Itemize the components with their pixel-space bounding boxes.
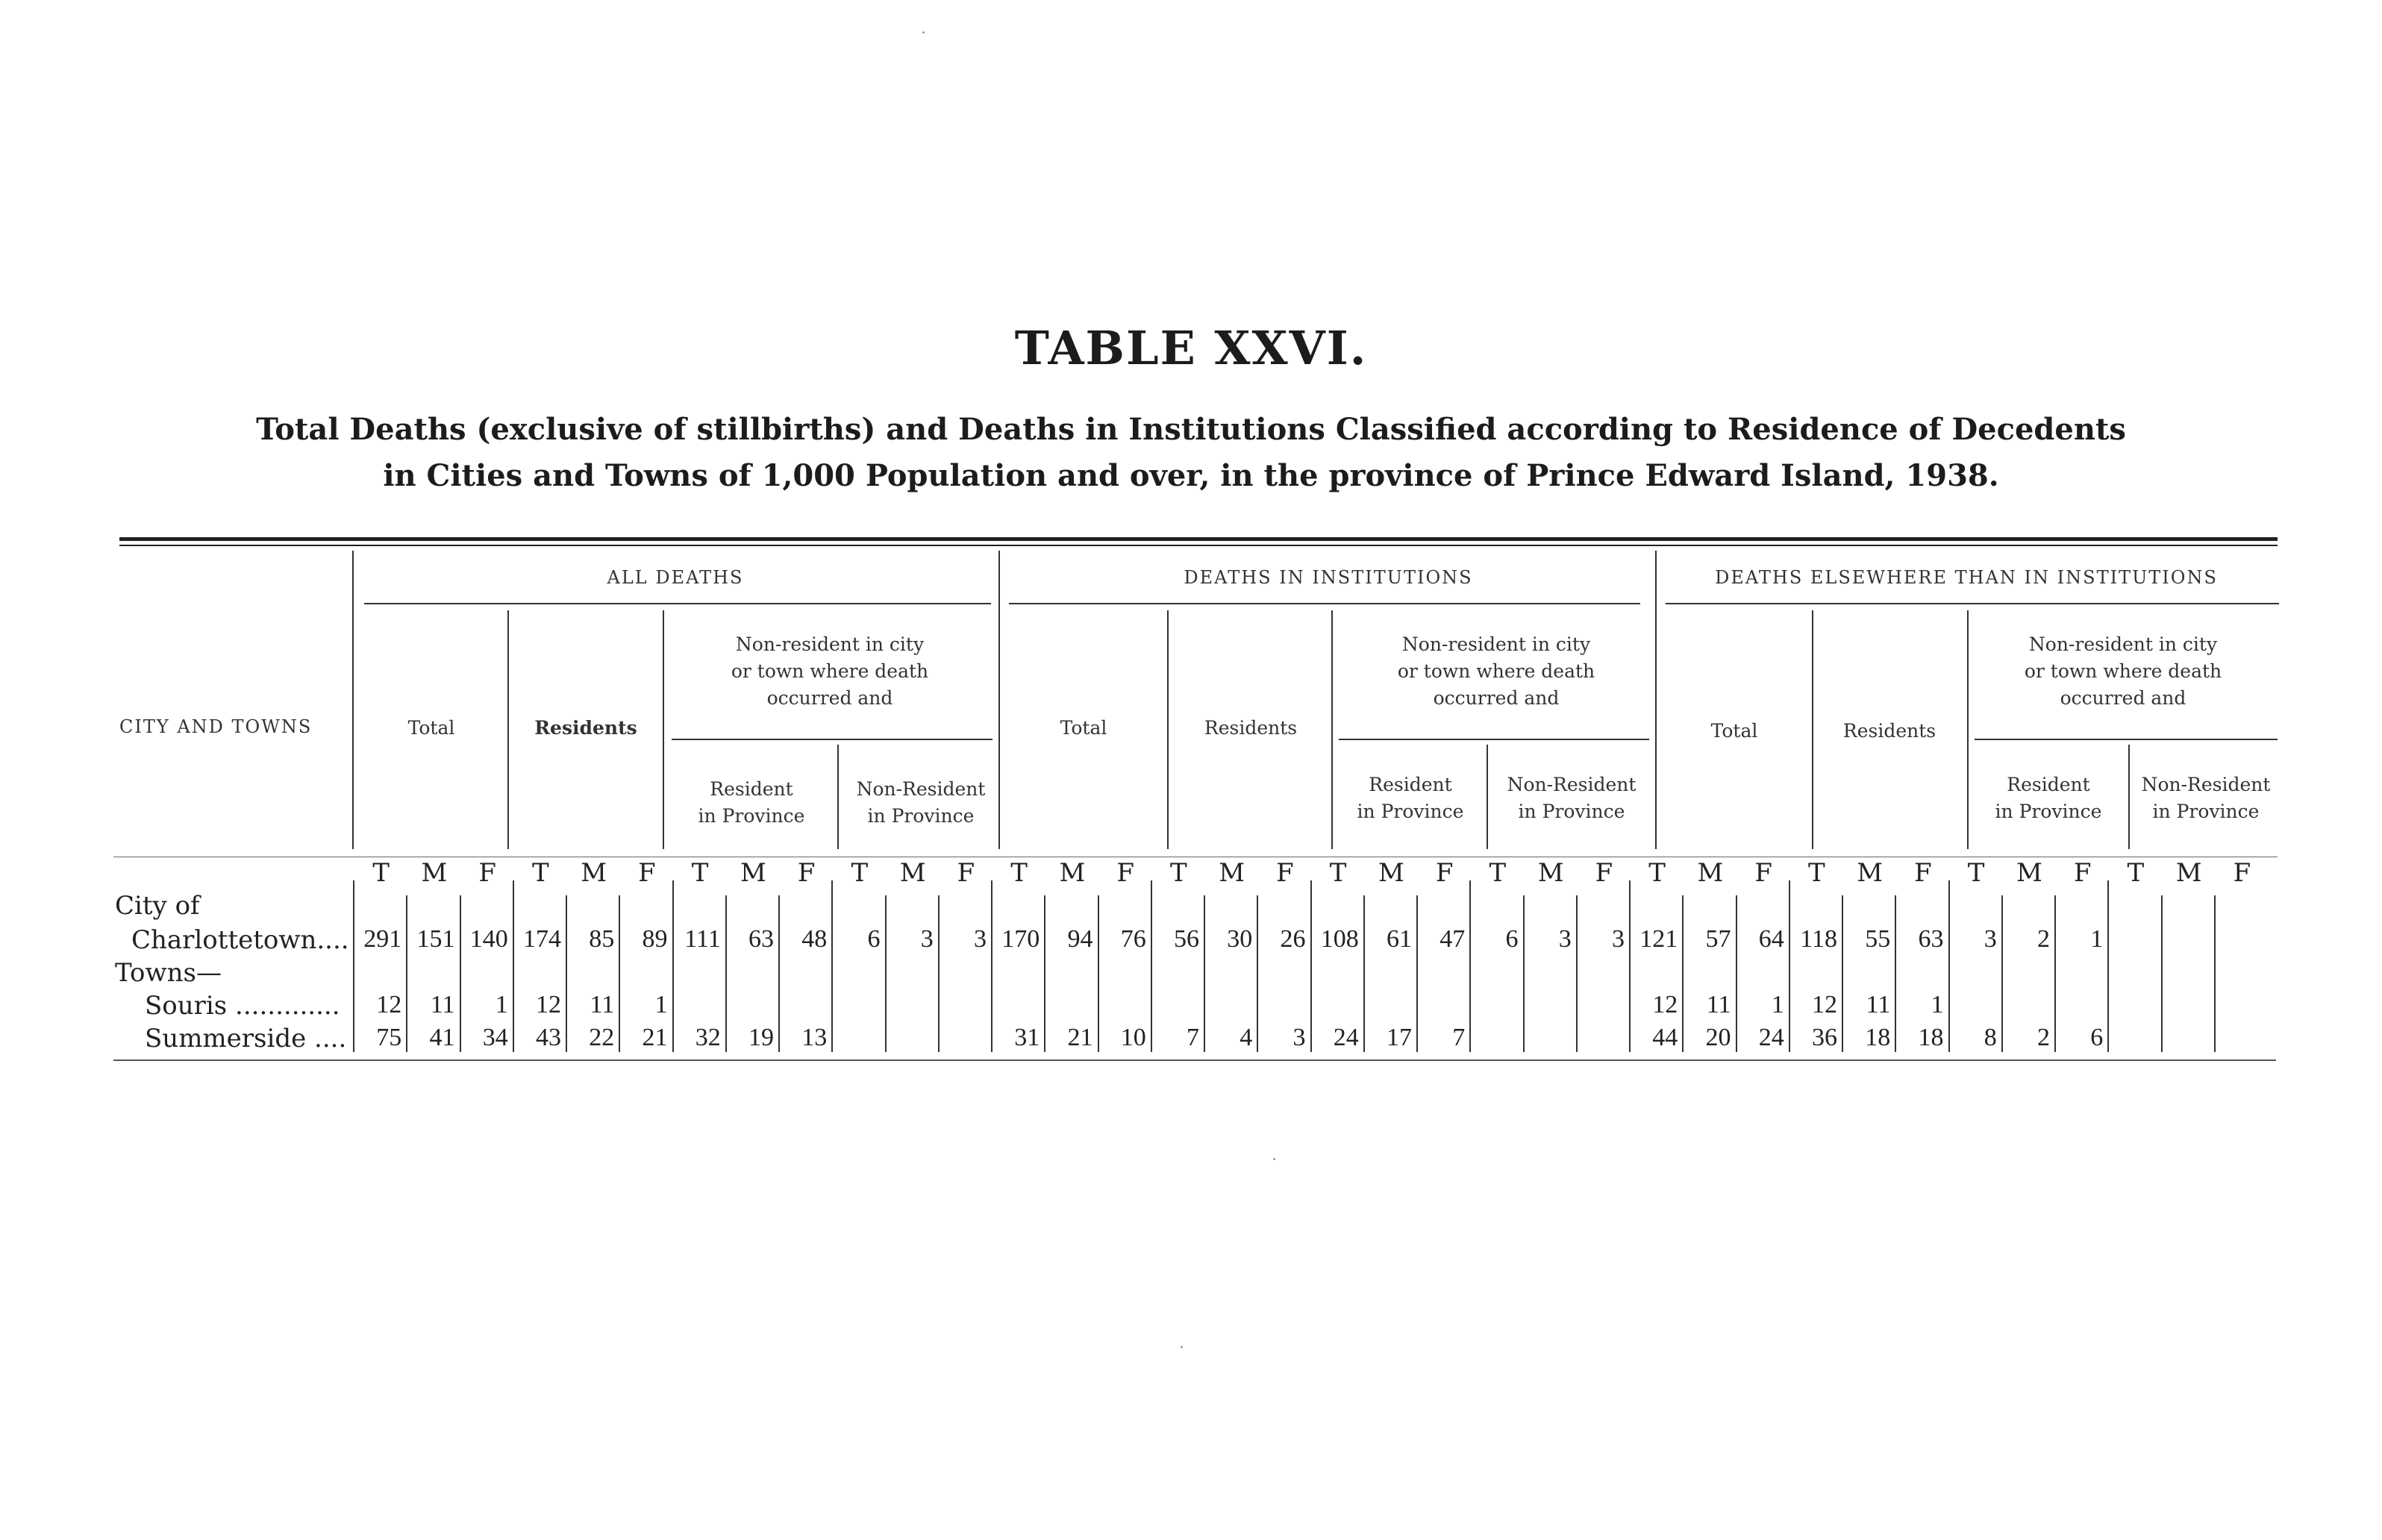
table-cell: 12 (1812, 991, 1837, 1018)
g3-nonres-line1: Non-resident in city (2028, 633, 2218, 655)
column-letter-t: T (1967, 858, 1985, 888)
g2-nonresident-header (1336, 631, 1657, 712)
table-cell: 2 (2037, 1024, 2050, 1051)
group-header-institutions: DEATHS IN INSTITUTIONS (1184, 567, 1473, 588)
column-separator (672, 880, 674, 1052)
paper-speck (922, 31, 925, 34)
grid-hline (364, 603, 991, 604)
paper-speck (1273, 1158, 1275, 1160)
column-letter-f: F (638, 858, 656, 888)
stub-city-of: City of (115, 891, 200, 921)
g3-resident-in-province (1969, 771, 2128, 825)
column-separator (406, 895, 407, 1052)
g1-total-header: Total (407, 717, 455, 739)
top-rule-thin (119, 545, 2278, 546)
column-separator (991, 880, 992, 1052)
g3-total-header: Total (1710, 720, 1758, 742)
column-letter-m: M (1697, 858, 1724, 888)
table-cell: 108 (1320, 925, 1359, 953)
column-separator (1204, 895, 1205, 1052)
grid-vline (1167, 610, 1169, 849)
column-letter-m: M (740, 858, 766, 888)
table-cell: 21 (1067, 1024, 1093, 1051)
g1-resident-in-province (666, 776, 837, 830)
table-cell: 3 (1612, 925, 1625, 953)
g3-res-line1: Resident (2007, 774, 2090, 795)
grid-vline (1487, 745, 1488, 849)
table-cell: 291 (363, 925, 402, 953)
table-cell: 111 (684, 925, 721, 953)
g2-total-header: Total (1060, 717, 1107, 739)
table-cell: 63 (748, 925, 774, 953)
table-subtitle-line2: in Cities and Towns of 1,000 Population and over, in the province of Prince Edward Island, 1938. (383, 458, 1999, 493)
g1-nonres-line3: occurred and (766, 687, 893, 709)
g3-res-line2: in Province (1995, 801, 2102, 822)
table-subtitle-line1: Total Deaths (exclusive of stillbirths) and Deaths in Institutions Classified according to Residence of Decedents (256, 412, 2126, 447)
column-separator (2001, 895, 2003, 1052)
table-cell: 12 (376, 991, 402, 1018)
grid-hline (672, 739, 992, 740)
column-separator (1416, 895, 1418, 1052)
table-cell: 11 (430, 991, 455, 1018)
column-letter-m: M (2175, 858, 2202, 888)
table-title: TABLE XXVI. (1014, 321, 1368, 375)
g1-nres-line2: in Province (867, 805, 975, 827)
grid-hline (1339, 739, 1649, 740)
column-separator (1151, 880, 1152, 1052)
table-cell: 36 (1812, 1024, 1837, 1051)
stub-souris: Souris ............. (145, 991, 340, 1021)
column-separator (2214, 895, 2216, 1052)
table-cell: 3 (974, 925, 987, 953)
table-cell: 63 (1918, 925, 1944, 953)
table-cell: 11 (590, 991, 615, 1018)
column-letter-m: M (1378, 858, 1404, 888)
g2-nres-line2: in Province (1518, 801, 1625, 822)
column-letter-t: T (1010, 858, 1028, 888)
column-letter-m: M (581, 858, 607, 888)
table-cell: 7 (1452, 1024, 1466, 1051)
table-cell: 85 (589, 925, 615, 953)
table-cell: 47 (1439, 925, 1466, 953)
table-cell: 11 (1866, 991, 1891, 1018)
grid-vline (352, 551, 354, 849)
column-letter-m: M (1537, 858, 1564, 888)
column-letter-t: T (851, 858, 869, 888)
table-cell: 10 (1120, 1024, 1146, 1051)
table-cell: 3 (1292, 1024, 1306, 1051)
g2-resident-in-province (1328, 771, 1492, 825)
table-cell: 75 (376, 1024, 402, 1051)
column-letter-m: M (421, 858, 448, 888)
grid-hline (1975, 739, 2278, 740)
table-cell: 24 (1333, 1024, 1359, 1051)
column-letter-f: F (478, 858, 496, 888)
g1-res-line2: in Province (698, 805, 805, 827)
column-separator (1895, 895, 1896, 1052)
table-cell: 1 (2090, 925, 2104, 953)
column-separator (1044, 895, 1045, 1052)
column-separator (831, 880, 833, 1052)
column-letter-t: T (1170, 858, 1187, 888)
grid-vline (2128, 745, 2130, 849)
table-cell: 6 (1505, 925, 1519, 953)
table-cell: 7 (1187, 1024, 1199, 1051)
column-letter-f: F (797, 858, 816, 888)
table-cell: 56 (1174, 925, 1199, 953)
table-cell: 1 (654, 991, 668, 1018)
table-cell: 6 (867, 925, 881, 953)
column-letter-t: T (1808, 858, 1825, 888)
table-cell: 89 (642, 925, 668, 953)
table-cell: 21 (642, 1024, 668, 1051)
grid-vline (837, 745, 839, 849)
table-cell: 6 (2090, 1024, 2104, 1051)
column-letter-t: T (532, 858, 549, 888)
table-cell: 76 (1120, 925, 1146, 953)
table-cell: 20 (1705, 1024, 1731, 1051)
column-separator (1469, 880, 1471, 1052)
column-separator (1098, 895, 1099, 1052)
table-cell: 57 (1705, 925, 1731, 953)
table-cell: 2 (2037, 925, 2050, 953)
g1-residents-header: Residents (534, 717, 637, 739)
grid-hline (1009, 603, 1640, 604)
group-header-elsewhere: DEATHS ELSEWHERE THAN IN INSTITUTIONS (1715, 567, 2218, 588)
grid-vline (1331, 610, 1333, 849)
table-cell: 17 (1387, 1024, 1412, 1051)
column-separator (1257, 895, 1258, 1052)
column-separator (513, 880, 514, 1052)
table-cell: 61 (1387, 925, 1412, 953)
stub-towns: Towns— (115, 958, 222, 988)
table-cell: 1 (1931, 991, 1944, 1018)
table-cell: 170 (1001, 925, 1040, 953)
g2-nonres-line3: occurred and (1433, 687, 1560, 709)
column-letter-f: F (1914, 858, 1932, 888)
column-separator (1842, 895, 1843, 1052)
table-cell: 26 (1280, 925, 1306, 953)
stub-charlottetown: Charlottetown.... (131, 925, 349, 955)
paper-speck (1181, 1346, 1183, 1348)
table-cell: 18 (1918, 1024, 1944, 1051)
table-cell: 140 (469, 925, 508, 953)
g3-nres-line1: Non-Resident (2141, 774, 2271, 795)
g2-nonres-line2: or town where death (1397, 660, 1595, 682)
column-separator (885, 895, 887, 1052)
column-letter-f: F (1595, 858, 1613, 888)
column-separator (1682, 895, 1684, 1052)
column-separator (725, 895, 727, 1052)
column-separator (1948, 880, 1950, 1052)
column-letter-f: F (957, 858, 975, 888)
grid-hline (1666, 603, 2279, 604)
column-separator (353, 880, 354, 1052)
table-cell: 55 (1865, 925, 1891, 953)
column-letter-f: F (1435, 858, 1454, 888)
table-cell: 118 (1800, 925, 1837, 953)
table-cell: 43 (536, 1024, 561, 1051)
column-letter-t: T (1648, 858, 1666, 888)
table-cell: 19 (748, 1024, 774, 1051)
table-cell: 4 (1240, 1024, 1253, 1051)
table-cell: 3 (1984, 925, 1997, 953)
g2-nres-line1: Non-Resident (1507, 774, 1637, 795)
table-cell: 44 (1652, 1024, 1678, 1051)
column-separator (460, 895, 461, 1052)
table-cell: 1 (1771, 991, 1784, 1018)
table-cell: 3 (1558, 925, 1572, 953)
stub-header: CITY AND TOWNS (119, 716, 313, 737)
g3-nonres-line3: occurred and (2060, 687, 2186, 709)
column-letter-t: T (1489, 858, 1507, 888)
grid-vline (1655, 551, 1657, 849)
grid-vline (998, 551, 1000, 849)
g1-nonresident-header (666, 631, 994, 712)
table-cell: 18 (1865, 1024, 1891, 1051)
column-letter-m: M (1857, 858, 1884, 888)
table-cell: 12 (1652, 991, 1678, 1018)
g2-nonresident-in-province (1489, 771, 1654, 825)
column-separator (1576, 895, 1578, 1052)
table-cell: 12 (536, 991, 561, 1018)
table-cell: 11 (1706, 991, 1731, 1018)
table-bottom-rule (113, 1059, 2276, 1061)
column-separator (1789, 880, 1790, 1052)
column-letter-m: M (1059, 858, 1086, 888)
top-rule-thick (119, 537, 2278, 541)
table-cell: 22 (589, 1024, 615, 1051)
g3-nonresident-header (1969, 631, 2278, 712)
column-separator (1363, 895, 1365, 1052)
g3-nres-line2: in Province (2152, 801, 2260, 822)
grid-vline (1812, 610, 1813, 849)
column-letter-t: T (372, 858, 390, 888)
table-cell: 41 (429, 1024, 455, 1051)
table-cell: 48 (801, 925, 828, 953)
table-cell: 30 (1227, 925, 1253, 953)
grid-vline (507, 610, 509, 849)
column-separator (1523, 895, 1525, 1052)
group-header-all-deaths: ALL DEATHS (607, 567, 744, 588)
stub-summerside: Summerside .... (145, 1024, 347, 1054)
column-letter-m: M (2016, 858, 2042, 888)
g3-nonres-line2: or town where death (2024, 660, 2222, 682)
table-cell: 94 (1067, 925, 1093, 953)
g2-residents-header: Residents (1204, 717, 1298, 739)
table-cell: 1 (495, 991, 508, 1018)
column-letter-f: F (2073, 858, 2092, 888)
column-separator (1736, 895, 1737, 1052)
g1-nres-line1: Non-Resident (856, 778, 986, 800)
column-letter-m: M (899, 858, 926, 888)
column-separator (2107, 880, 2109, 1052)
column-letter-f: F (1754, 858, 1772, 888)
column-separator (619, 895, 620, 1052)
g1-nonresident-in-province (839, 776, 1003, 830)
column-letter-f: F (1116, 858, 1134, 888)
column-separator (778, 895, 780, 1052)
g1-nonres-line2: or town where death (731, 660, 929, 682)
g3-residents-header: Residents (1842, 720, 1936, 742)
table-cell: 64 (1758, 925, 1784, 953)
column-letter-f: F (1276, 858, 1294, 888)
g2-nonres-line1: Non-resident in city (1401, 633, 1591, 655)
column-separator (938, 895, 940, 1052)
column-separator (1310, 880, 1312, 1052)
grid-vline (1967, 610, 1969, 849)
table-cell: 151 (416, 925, 455, 953)
column-letter-m: M (1219, 858, 1245, 888)
table-cell: 34 (482, 1024, 508, 1051)
g1-nonres-line1: Non-resident in city (735, 633, 925, 655)
g2-res-line2: in Province (1357, 801, 1464, 822)
table-cell: 32 (695, 1024, 721, 1051)
g3-nonresident-in-province (2131, 771, 2281, 825)
column-letter-t: T (691, 858, 709, 888)
column-letter-f: F (2233, 858, 2251, 888)
column-separator (2161, 895, 2163, 1052)
grid-vline (663, 610, 664, 849)
column-letter-t: T (2127, 858, 2145, 888)
table-cell: 8 (1984, 1024, 1997, 1051)
column-separator (1629, 880, 1631, 1052)
g1-res-line1: Resident (710, 778, 793, 800)
table-cell: 31 (1014, 1024, 1040, 1051)
table-cell: 13 (801, 1024, 828, 1051)
table-cell: 24 (1758, 1024, 1784, 1051)
table-cell: 121 (1639, 925, 1678, 953)
column-letter-t: T (1329, 858, 1347, 888)
column-separator (2054, 895, 2056, 1052)
g2-res-line1: Resident (1369, 774, 1452, 795)
column-separator (566, 895, 567, 1052)
table-cell: 3 (920, 925, 934, 953)
table-cell: 174 (523, 925, 561, 953)
